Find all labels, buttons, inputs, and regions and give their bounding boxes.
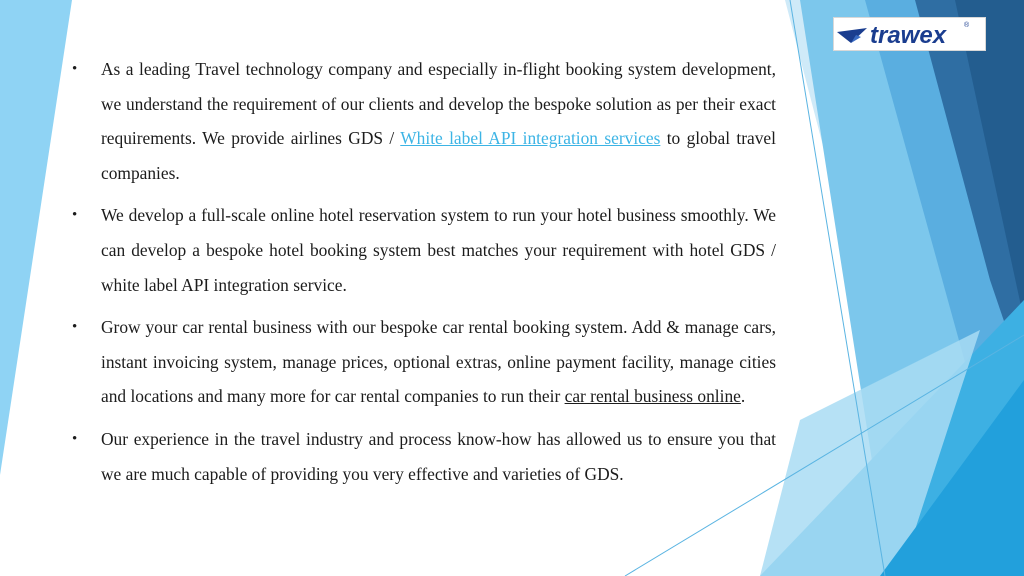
bullet-item	[72, 52, 776, 190]
trawex-logo	[833, 17, 986, 51]
bullet-dot: •	[72, 61, 78, 77]
bullet-text: Grow your car rental business with our bespoke car rental booking system. Add & manage cars, instant invoicing system, manage prices, optional extras, online payment facility, manage cities and locations and many more for car rental companies to run their	[101, 317, 776, 407]
bullet-list	[72, 52, 776, 491]
bullet-text-after: to global travel companies.	[101, 128, 776, 183]
registered-mark: ®	[964, 22, 970, 29]
logo-text: trawex	[870, 22, 947, 49]
car-rental-link[interactable]: car rental business online	[564, 386, 741, 407]
plane-arrow-icon	[837, 28, 867, 43]
bullet-item	[72, 310, 776, 414]
bullet-text: We develop a full-scale online hotel reservation system to run your hotel business smoothly. We can develop a bespoke hotel booking system best matches your requirement with hotel GDS / white label API integration service.	[101, 205, 776, 295]
bullet-dot: •	[72, 207, 78, 224]
bullet-item	[72, 198, 776, 302]
bullet-text: As a leading Travel technology company and especially in-flight booking system development, we understand the requirement of our clients and develop the bespoke solution as per their exact requirements. We provide airlines GDS /	[101, 59, 776, 149]
bullet-text: Our experience in the travel industry and process know-how has allowed us to ensure you that we are much capable of providing you very effective and varieties of GDS.	[101, 428, 776, 484]
white-label-api-link[interactable]: White label API integration services	[400, 128, 661, 149]
bullet-dot: •	[72, 319, 78, 336]
left-blue-panel	[0, 0, 72, 475]
bullet-item	[72, 422, 776, 491]
bullet-text-after: .	[740, 386, 746, 407]
content-area	[72, 52, 776, 499]
bullet-dot: •	[72, 430, 78, 447]
